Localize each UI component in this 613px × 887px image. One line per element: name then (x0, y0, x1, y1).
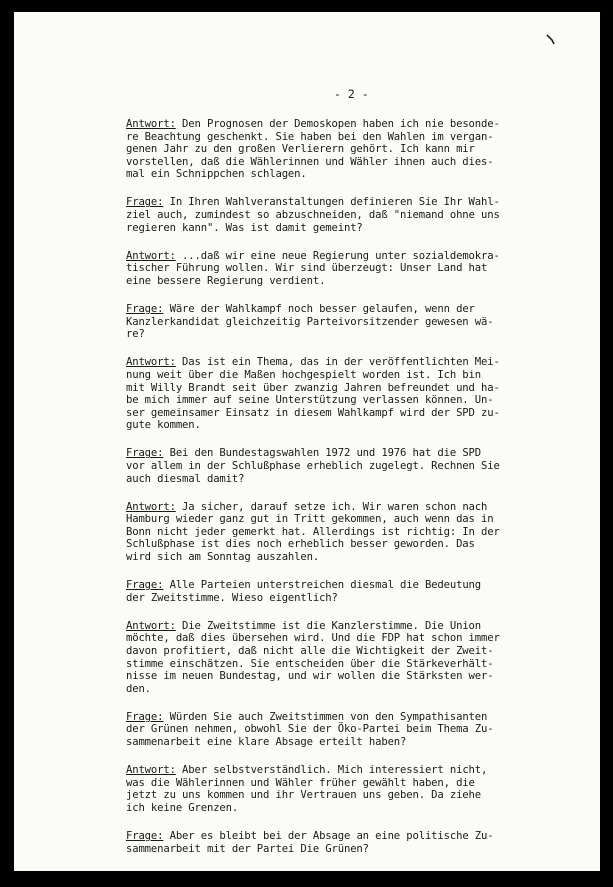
text-line: Hamburg wieder ganz gut in Tritt gekommen, auch wenn das in (126, 513, 494, 526)
text-line: Aber es bleibt bei der Absage an eine politische Zu- (163, 830, 494, 843)
text-line: Würden Sie auch Zweitstimmen von den Sympathisanten (163, 710, 488, 723)
text-line: vor allem in der Schlußphase erheblich zugelegt. Rechnen Sie (126, 459, 500, 472)
text-line: was die Wählerinnen und Wähler früher gewählt haben, die (126, 776, 475, 789)
answer-paragraph (126, 764, 566, 814)
text-line: re Beachtung geschenkt. Sie haben bei den Wahlen im vergan- (126, 130, 494, 143)
text-line: der Zweitstimme. Wieso eigentlich? (126, 591, 338, 604)
text-line: In Ihren Wahlveranstaltungen definieren Sie Ihr Wahl- (163, 196, 500, 209)
answer-paragraph (126, 501, 566, 564)
speaker-label: Frage: (126, 303, 164, 316)
pen-mark-icon (546, 34, 555, 45)
question-paragraph (126, 303, 566, 341)
text-line: mit Willy Brandt seit über zwanzig Jahren befreundet und ha- (126, 381, 500, 394)
text-line: gute kommen. (126, 419, 201, 432)
question-paragraph (126, 830, 566, 855)
speaker-label: Frage: (126, 710, 164, 723)
question-paragraph (126, 579, 566, 604)
text-line: nung weit über die Maßen hochgespielt worden ist. Ich bin (126, 368, 481, 381)
text-line: regieren kann". Was ist damit gemeint? (126, 221, 363, 234)
text-line: genen Jahr zu den großen Verlierern gehört. Ich kann mir (126, 143, 475, 156)
text-line: Aber selbstverständlich. Mich interessiert nicht, (175, 764, 488, 777)
text-line: wird sich am Sonntag auszahlen. (126, 551, 320, 564)
text-line: der Grünen nehmen, obwohl Sie der Öko-Partei beim Thema Zu- (126, 723, 494, 736)
answer-paragraph (126, 250, 566, 288)
text-line: auch diesmal damit? (126, 472, 245, 485)
speaker-label: Antwort: (126, 118, 176, 130)
speaker-label: Frage: (126, 196, 164, 209)
text-line: Die Zweitstimme ist die Kanzlerstimme. Die Union (175, 619, 481, 632)
text-line: davon profitiert, daß nicht alle die Wichtigkeit der Zweit- (126, 645, 494, 657)
text-line: re? (126, 328, 145, 341)
speaker-label: Antwort: (126, 619, 176, 632)
speaker-label: Antwort: (126, 249, 176, 262)
text-line: ...daß wir eine neue Regierung unter sozialdemokra- (175, 249, 500, 262)
page-number: - 2 - (334, 87, 369, 101)
text-line: Ja sicher, darauf setze ich. Wir waren schon nach (175, 500, 488, 513)
text-line: ziel auch, zumindest so abzuschneiden, daß "niemand ohne uns (126, 209, 500, 222)
speaker-label: Antwort: (126, 500, 176, 513)
text-line: Kanzlerkandidat gleichzeitig Parteivorsitzender gewesen wä- (126, 315, 494, 328)
text-line: Den Prognosen der Demoskopen haben ich nie besonde- (175, 118, 500, 130)
speaker-label: Frage: (126, 830, 164, 843)
text-line: Wäre der Wahlkampf noch besser gelaufen, wenn der (163, 303, 475, 316)
text-line: vorstellen, daß die Wählerinnen und Wähler ihnen auch dies- (126, 155, 494, 168)
question-paragraph (126, 711, 566, 749)
text-line: den. (126, 682, 151, 695)
text-line: Bonn nicht jeder gemerkt hat. Allerdings ist richtig: In der (126, 525, 500, 538)
speaker-label: Frage: (126, 447, 164, 460)
answer-paragraph (126, 356, 566, 432)
text-line: tischer Führung wollen. Wir sind überzeugt: Unser Land hat (126, 262, 488, 275)
text-line: eine bessere Regierung verdient. (126, 274, 326, 287)
answer-paragraph (126, 118, 566, 181)
answer-paragraph (126, 620, 566, 696)
text-line: sammenarbeit eine klare Absage erteilt haben? (126, 736, 407, 749)
text-line: jetzt zu uns kommen und ihr Vertrauen uns geben. Da ziehe (126, 789, 481, 802)
text-line: möchte, daß dies übersehen wird. Und die FDP hat schon immer (126, 632, 500, 645)
speaker-label: Frage: (126, 579, 164, 592)
text-line: stimme einschätzen. Sie entscheiden über die Stärkeverhält- (126, 657, 494, 670)
text-line: sammenarbeit mit der Partei Die Grünen? (126, 842, 369, 855)
text-line: mal ein Schnippchen schlagen. (126, 168, 307, 181)
text-line: Bei den Bundestagswahlen 1972 und 1976 hat die SPD (163, 447, 482, 460)
text-line: nisse im neuen Bundestag, und wir wollen die Stärksten wer- (126, 670, 494, 683)
interview-text (126, 118, 566, 871)
speaker-label: Antwort: (126, 764, 176, 777)
document-page (14, 12, 600, 871)
question-paragraph (126, 447, 566, 485)
text-line: be mich immer auf seine Unterstützung verlassen können. Un- (126, 394, 494, 407)
question-paragraph (126, 196, 566, 234)
text-line: ser gemeinsamer Einsatz in diesem Wahlkampf wird der SPD zu- (126, 406, 500, 419)
text-line: Das ist ein Thema, das in der veröffentlichten Mei- (175, 356, 500, 369)
text-line: ich keine Grenzen. (126, 801, 239, 814)
text-line: Schlußphase ist dies noch erheblich besser geworden. Das (126, 538, 475, 551)
text-line: Alle Parteien unterstreichen diesmal die Bedeutung (163, 579, 482, 592)
speaker-label: Antwort: (126, 356, 176, 369)
